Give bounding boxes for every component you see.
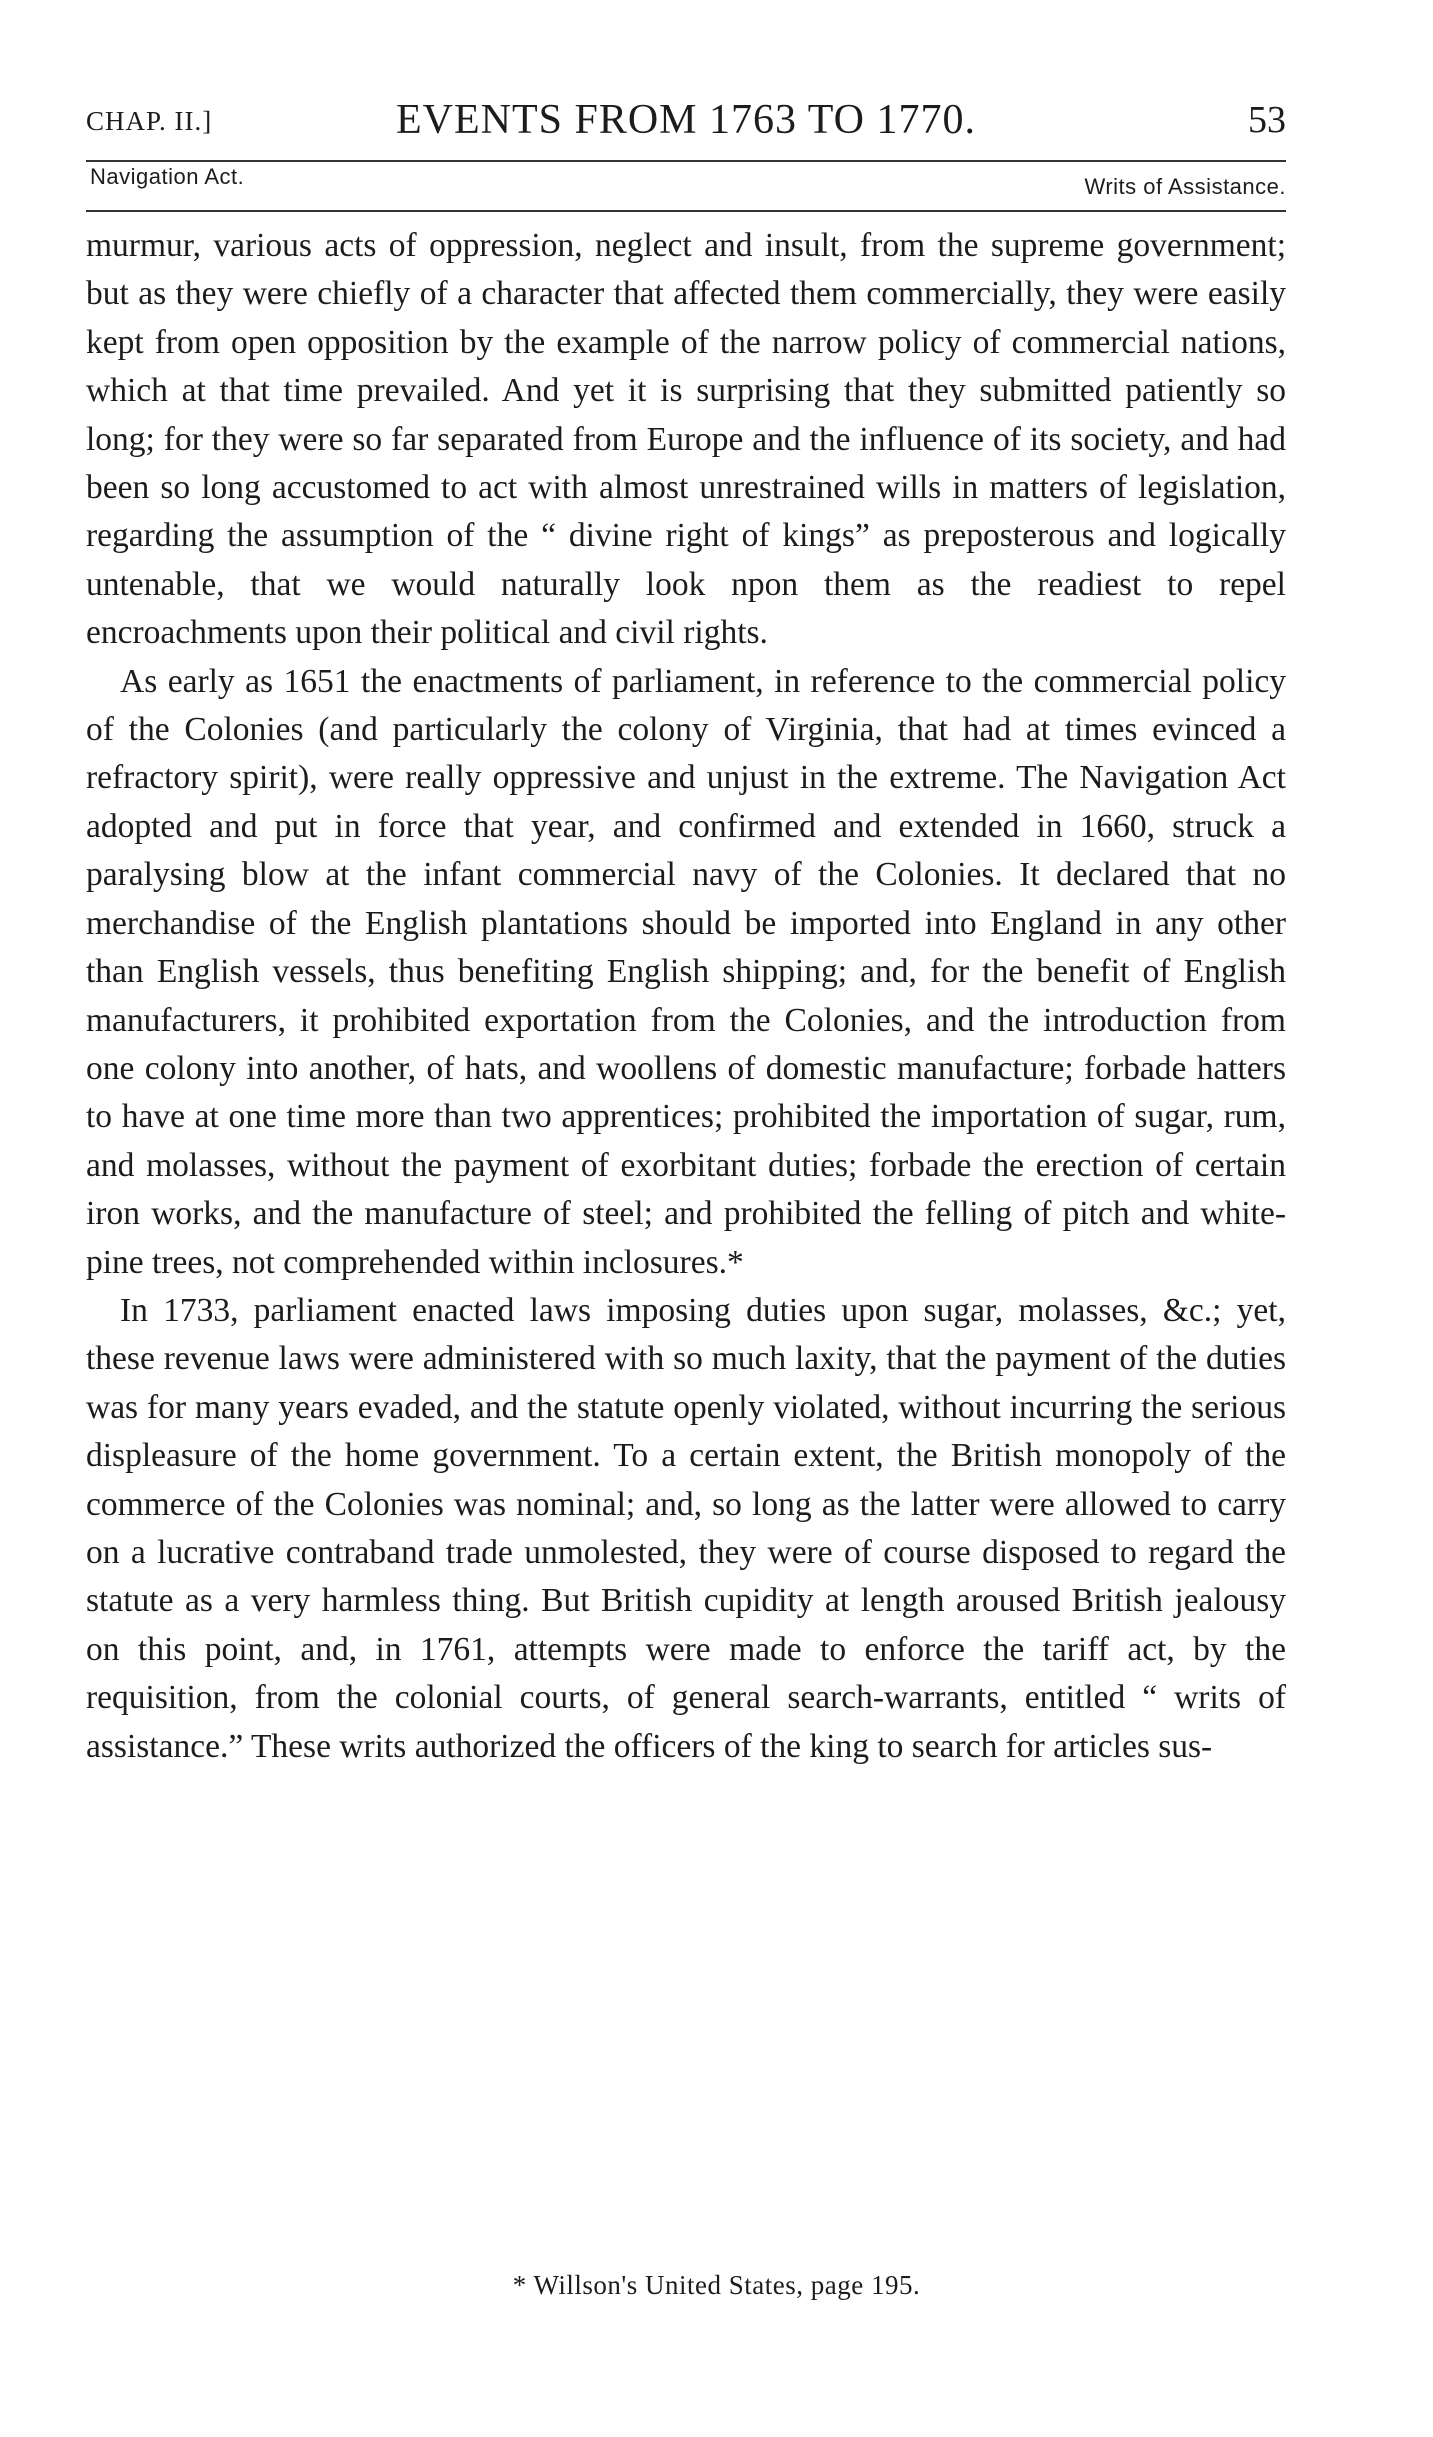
paragraph-2: As early as 1651 the enactments of parliament, in reference to the commercial policy of the Colonies (and particularly the colony of Virginia, that had at times evinced a refractory spirit), were really oppressive and unjust in the extreme. The Navigation Act adopted and put in force that year, and confirmed and extended in 1660, struck a paralysing blow at the infant commercial navy of the Colonies. It declared that no merchandise of the English plantations should be imported into England in any other than English vessels, thus benefiting English shipping; and, for the benefit of English manufacturers, it prohibited exportation from the Colonies, and the introduction from one colony into another, of hats, and woollens of domestic manufacture; forbade hatters to have at one time more than two apprentices; prohibited the importation of sugar, rum, and molasses, without the payment of exorbitant duties; forbade the erection of certain iron works, and the manufacture of steel; and prohibited the felling of pitch and white-pine trees, not comprehended within inclosures.*	[86, 662, 1286, 1281]
body-text	[86, 222, 1286, 1771]
running-head	[86, 96, 1286, 156]
page-number: 53	[1248, 99, 1286, 141]
header-rule-bottom	[86, 210, 1286, 212]
paragraph-1: murmur, various acts of oppression, neglect and insult, from the supreme government; but as they were chiefly of a character that affected them commercially, they were easily kept from open opposition by the example of the narrow policy of commercial nations, which at that time prevailed. And yet it is surprising that they submitted patiently so long; for they were so far separated from Europe and the influence of its society, and had been so long accustomed to act with almost unrestrained wills in matters of legislation, regarding the assumption of the “ divine right of kings” as preposterous and logically untenable, that we would naturally look npon them as the readiest to repel encroachments upon their political and civil rights.	[86, 227, 1286, 652]
paragraph-3: In 1733, parliament enacted laws imposing duties upon sugar, molasses, &c.; yet, these revenue laws were administered with so much laxity, that the payment of the duties was for many years evaded, and the statute openly violated, without incurring the serious displeasure of the home government. To a certain extent, the British monopoly of the commerce of the Colonies was nominal; and, so long as the latter were allowed to carry on a lucrative contraband trade unmolested, they were of course disposed to regard the statute as a very harmless thing. But British cupidity at length aroused British jealousy on this point, and, in 1761, attempts were made to enforce the tariff act, by the requisition, from the colonial courts, of general search-warrants, entitled “ writs of assistance.” These writs authorized the officers of the king to search for articles sus-	[86, 1291, 1286, 1765]
footnote: * Willson's United States, page 195.	[512, 2270, 921, 2300]
header-rule-top	[86, 160, 1286, 162]
page-title: EVENTS FROM 1763 TO 1770.	[395, 97, 976, 143]
sidenote-left: Navigation Act.	[90, 164, 245, 189]
sidenote-right: Writs of Assistance.	[1084, 174, 1286, 199]
chapter-label: CHAP. II.]	[86, 106, 213, 136]
